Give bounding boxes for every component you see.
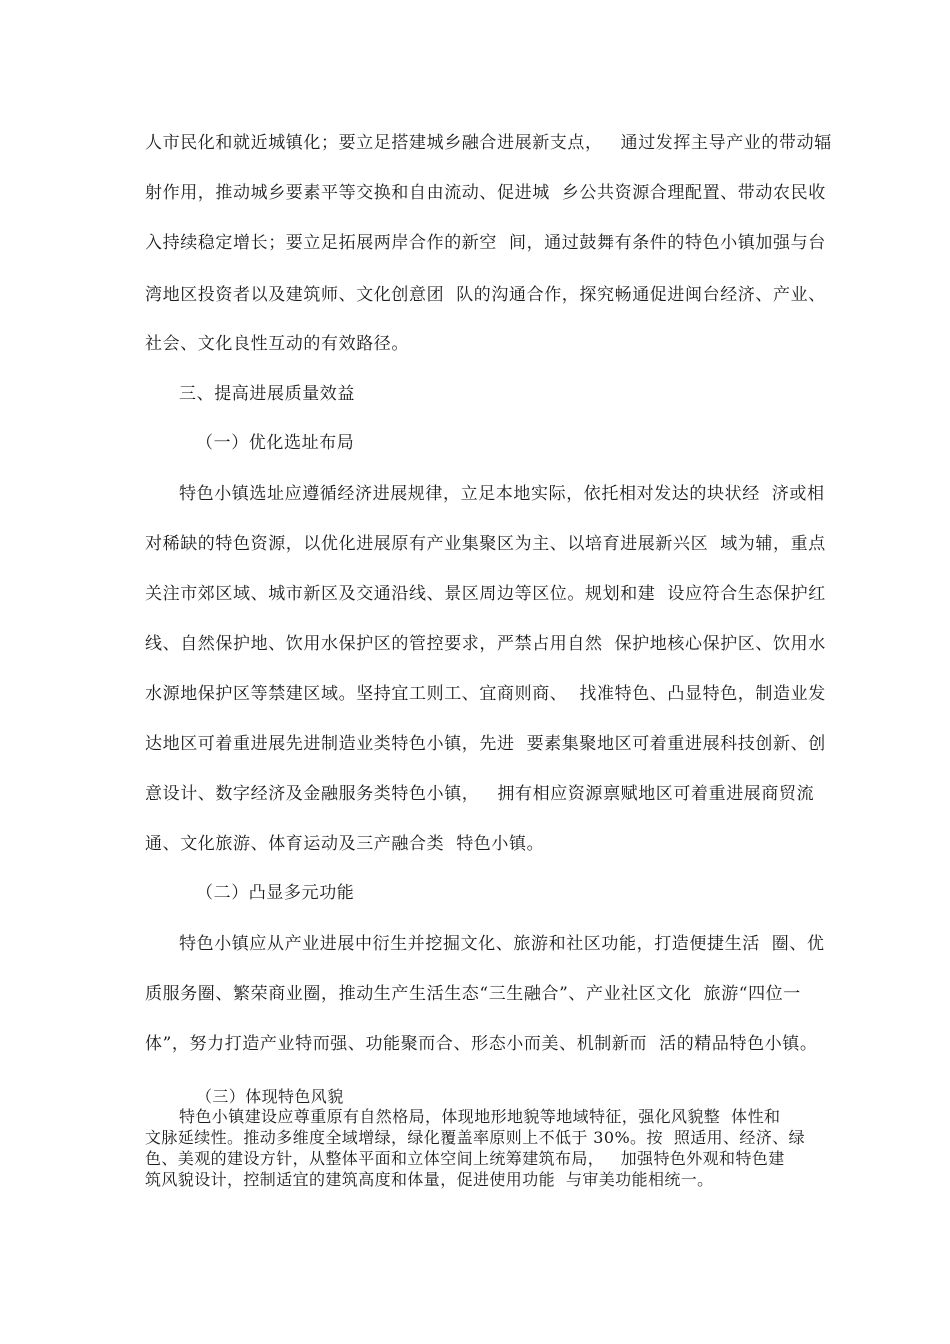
section-heading: 三、提高进展质量效益 [179,384,355,404]
paragraph-line: 意设计、数字经济及金融服务类特色小镇， 拥有相应资源禀赋地区可着重进展商贸流 [145,784,815,804]
paragraph-line: 特色小镇应从产业进展中衍生并挖掘文化、旅游和社区功能，打造便捷生活 圈、优 [179,934,825,954]
paragraph-line: 体”，努力打造产业特而强、功能聚而合、形态小而美、机制新而 活的精品特色小镇。 [145,1034,818,1054]
paragraph-line: 文脉延续性。推动多维度全域增绿，绿化覆盖率原则上不低于 30%。按 照适用、经济、绿 [145,1128,806,1147]
paragraph-line: 关注市郊区域、城市新区及交通沿线、景区周边等区位。规划和建 设应符合生态保护红 [145,584,826,604]
paragraph-line: 湾地区投资者以及建筑师、文化创意团 队的沟通合作，探究畅通促进闽台经济、产业、 [145,285,826,305]
paragraph-line: 社会、文化良性互动的有效路径。 [145,334,409,354]
subsection-heading: （一）优化选址布局 [196,433,355,453]
paragraph-line: 入持续稳定增长；要立足拓展两岸合作的新空 间，通过鼓舞有条件的特色小镇加强与台 [145,233,826,253]
paragraph-line: 特色小镇选址应遵循经济进展规律，立足本地实际，依托相对发达的块状经 济或相 [179,484,825,504]
paragraph-line: 特色小镇建设应尊重原有自然格局，体现地形地貌等地域特征，强化风貌整 体性和 [179,1107,781,1126]
paragraph-line: 达地区可着重进展先进制造业类特色小镇，先进 要素集聚地区可着重进展科技创新、创 [145,734,826,754]
paragraph-line: 水源地保护区等禁建区域。坚持宜工则工、宜商则商、 找准特色、凸显特色，制造业发 [145,684,826,704]
paragraph-line: 色、美观的建设方针，从整体平面和立体空间上统筹建筑布局， 加强特色外观和特色建 [145,1149,785,1168]
paragraph-line: 线、自然保护地、饮用水保护区的管控要求，严禁占用自然 保护地核心保护区、饮用水 [145,634,826,654]
paragraph-line: 通、文化旅游、体育运动及三产融合类 特色小镇。 [145,834,545,854]
subsection-heading: （二）凸显多元功能 [196,883,355,903]
paragraph-line: 质服务圈、繁荣商业圈，推动生产生活生态“三生融合”、产业社区文化 旅游“四位一 [145,984,801,1004]
paragraph-line: 射作用，推动城乡要素平等交换和自由流动、促进城 乡公共资源合理配置、带动农民收 [145,183,826,203]
subsection-heading: （三）体现特色风貌 [196,1087,344,1106]
paragraph-line: 对稀缺的特色资源，以优化进展原有产业集聚区为主、以培育进展新兴区 域为辅，重点 [145,534,826,554]
paragraph-line: 人市民化和就近城镇化；要立足搭建城乡融合进展新支点， 通过发挥主导产业的带动辐 [145,133,832,153]
paragraph-line: 筑风貌设计，控制适宜的建筑高度和体量，促进使用功能 与审美功能相统一。 [145,1170,714,1189]
